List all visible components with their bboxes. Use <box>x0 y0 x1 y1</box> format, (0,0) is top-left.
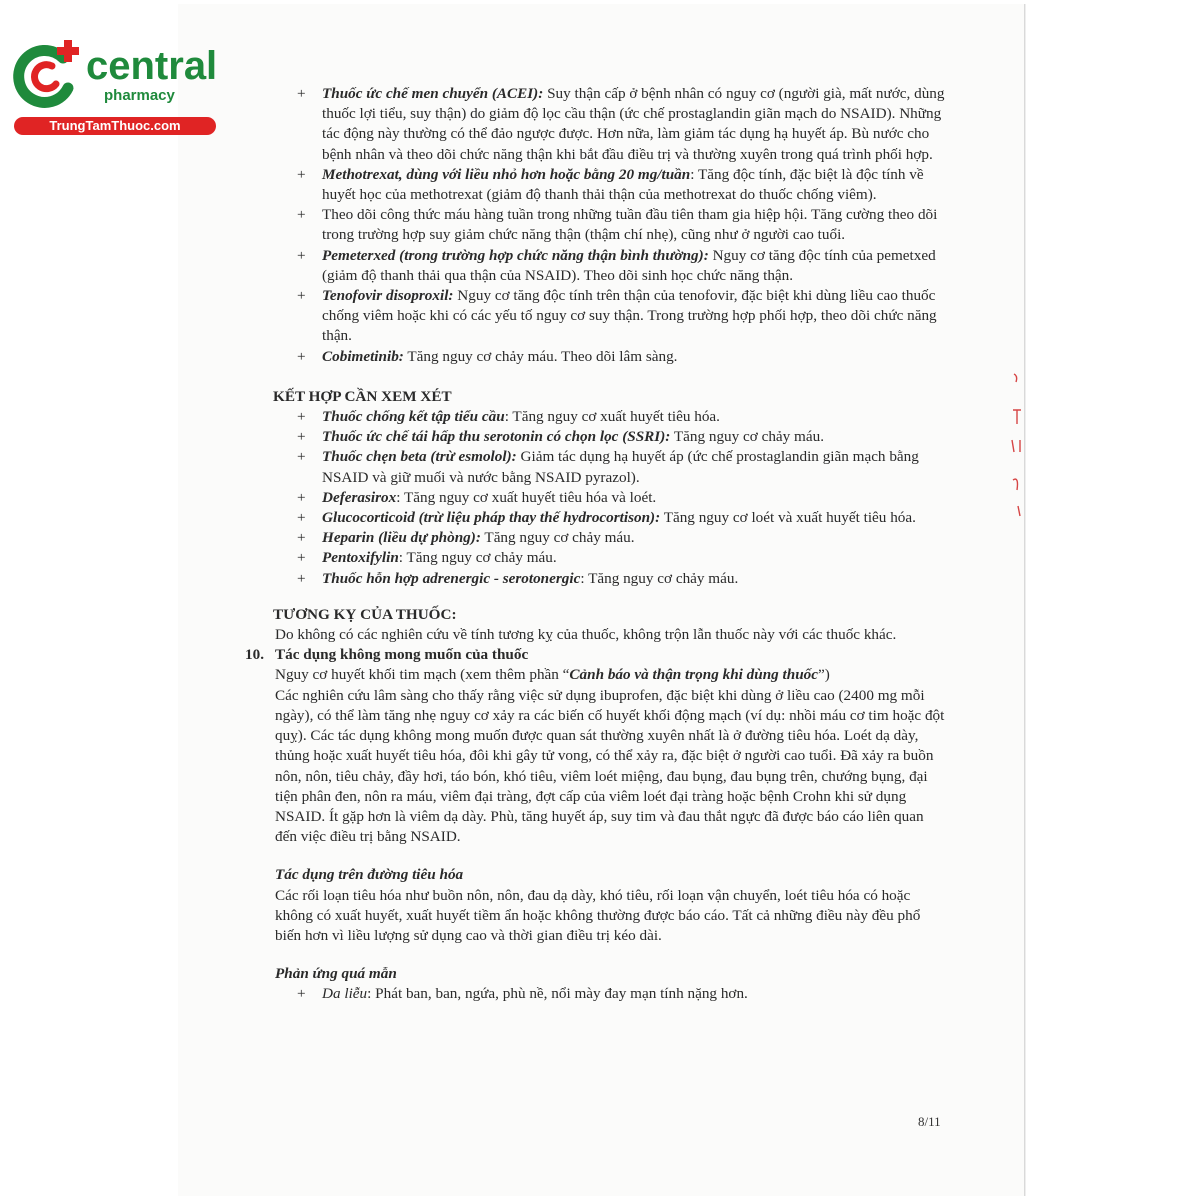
central-pharmacy-logo[interactable] <box>8 36 223 136</box>
list-item: + Thuốc ức chế men chuyển (ACEI): Suy thận cấp ở bệnh nhân có nguy cơ (người già, mất nước, dùng thuốc lợi tiểu, suy thận) do giảm độ lọc cầu thận (ức chế prostaglandin giãn mạch do NSAID). Những tác động này thường có thể đảo ngược được. Hơn nữa, làm giảm tác dụng hạ huyết áp. Bù nước cho bệnh nhân và theo dõi chức năng thận khi bắt đầu điều trị và thường xuyên trong quá trình phối hợp. <box>297 85 945 163</box>
page-number: 8/11 <box>918 1114 941 1129</box>
list-item: + Glucocorticoid (trừ liệu pháp thay thế hydrocortison): Tăng nguy cơ loét và xuất huyết tiêu hóa. <box>297 509 916 527</box>
section-heading-incompatibility: TƯƠNG KỴ CỦA THUỐC: <box>273 605 457 623</box>
interaction-list <box>245 84 945 367</box>
list-item: + Thuốc ức chế tái hấp thu serotonin có chọn lọc (SSRI): Tăng nguy cơ chảy máu. <box>297 428 825 446</box>
list-item: + Tenofovir disoproxil: Nguy cơ tăng độc tính trên thận của tenofovir, đặc biệt khi dùng liều cao thuốc chống viêm hoặc khi có các yếu tố nguy cơ suy thận. Trong trường hợp phối hợp, theo dõi chức năng thận. <box>297 287 937 345</box>
consider-list <box>245 407 945 589</box>
list-item: + Heparin (liều dự phòng): Tăng nguy cơ chảy máu. <box>297 529 635 547</box>
gi-effects-text: Các rối loạn tiêu hóa như buồn nôn, nôn, đau dạ dày, khó tiêu, rối loạn vận chuyển, loét tiêu hóa có hoặc không có xuất huyết, xuất huyết tiềm ẩn hoặc không thường được báo cáo. Tất cả những điều này đều phổ biến hơn vì liều lượng sử dụng cao và thời gian điều trị kéo dài. <box>275 886 921 944</box>
list-item: + Thuốc chẹn beta (trừ esmolol): Giảm tác dụng hạ huyết áp (ức chế prostaglandin giãn mạch bằng NSAID và giữ muối và nước bằng NSAID pyrazol). <box>297 448 919 486</box>
list-item: + Deferasirox: Tăng nguy cơ xuất huyết tiêu hóa và loét. <box>297 488 657 506</box>
section-10-paragraph: Các nghiên cứu lâm sàng cho thấy rằng việc sử dụng ibuprofen, đặc biệt khi dùng ở liều cao (2400 mg mỗi ngày), có thể làm tăng nhẹ nguy cơ xảy ra các biến cố huyết khối động mạch (ví dụ: nhồi máu cơ tim hoặc đột quỵ). Các tác dụng không mong muốn được quan sát thường xuyên nhất là ở đường tiêu hóa. Loét dạ dày, thủng hoặc xuất huyết tiêu hóa, đôi khi gây tử vong, có thể xảy ra, đặc biệt ở người cao tuổi. Đã xảy ra buồn nôn, nôn, tiêu chảy, đầy hơi, táo bón, khó tiêu, viêm loét miệng, đau bụng, đau bụng trên, chướng bụng, đại tiện phân đen, nôn ra máu, viêm đại tràng, đợt cấp của viêm loét đại tràng hoặc bệnh Crohn khi sử dụng NSAID. Ít gặp hơn là viêm dạ dày. Phù, tăng huyết áp, suy tim và đau thắt ngực đã được báo cáo liên quan đến việc điều trị bằng NSAID. <box>275 686 945 846</box>
logo-subtitle: pharmacy <box>104 87 175 104</box>
hypersensitivity-heading: Phản ứng quá mẫn <box>275 965 397 983</box>
red-stamp-marks <box>1008 370 1028 530</box>
list-item: + Theo dõi công thức máu hàng tuần trong những tuần đầu tiên tham gia hiệp hội. Tăng cường theo dõi trong trường hợp suy giảm chức năng thận (thậm chí nhẹ), cũng như ở người cao tuổi. <box>297 206 938 244</box>
list-item: + Thuốc hỗn hợp adrenergic - serotonergic: Tăng nguy cơ chảy máu. <box>297 569 739 587</box>
section-10-heading: 10. Tác dụng không mong muốn của thuốc <box>245 646 529 664</box>
logo-name: central <box>86 44 218 88</box>
document-content <box>245 84 945 1005</box>
list-item: + Methotrexat, dùng với liều nhỏ hơn hoặc bằng 20 mg/tuần: Tăng độc tính, đặc biệt là độc tính về huyết học của methotrexat (giảm độ thanh thải thận của methotrexat do thuốc chống viêm). <box>297 165 924 204</box>
list-item: + Pemeterxed (trong trường hợp chức năng thận bình thường): Nguy cơ tăng độc tính của pemetxed (giảm độ thanh thải qua thận của NSAID). Theo dõi sinh học chức năng thận. <box>297 246 936 284</box>
section-10-intro: Nguy cơ huyết khối tim mạch (xem thêm phần “Cảnh báo và thận trọng khi dùng thuốc”) <box>275 666 830 684</box>
list-item: + Pentoxifylin: Tăng nguy cơ chảy máu. <box>297 549 557 567</box>
pharmacy-cross-icon <box>8 36 88 116</box>
incompatibility-text: Do không có các nghiên cứu về tính tương kỵ của thuốc, không trộn lẫn thuốc này với các thuốc khác. <box>275 626 897 644</box>
gi-effects-heading: Tác dụng trên đường tiêu hóa <box>275 866 464 884</box>
logo-site-link[interactable]: TrungTamThuoc.com <box>14 117 216 135</box>
list-item: + Cobimetinib: Tăng nguy cơ chảy máu. Theo dõi lâm sàng. <box>297 347 678 365</box>
section-heading-consider: KẾT HỢP CẦN XEM XÉT <box>273 387 452 405</box>
list-item: + Da liễu: Phát ban, ban, ngứa, phù nề, nổi mày đay mạn tính nặng hơn. <box>297 985 748 1003</box>
list-item: + Thuốc chống kết tập tiểu cầu: Tăng nguy cơ xuất huyết tiêu hóa. <box>297 408 720 426</box>
